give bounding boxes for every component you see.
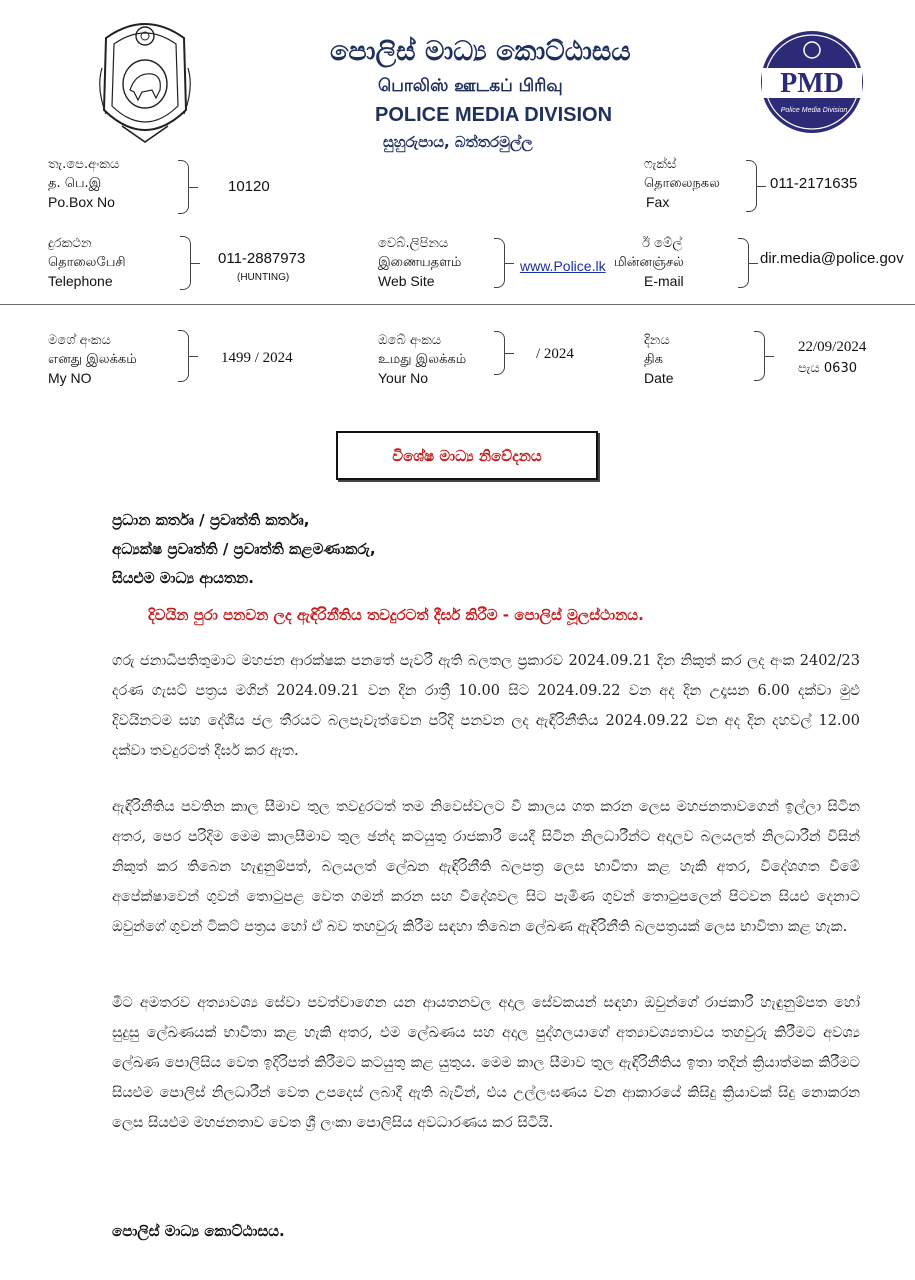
- header-divider: [0, 304, 915, 305]
- body-paragraph-1: ගරු ජනාධිපතිතුමාට මහජන ආරක්ෂක පනතේ පැවරී ඇති බලතල ප්‍රකාරව 2024.09.21 දින නිකුත් කර ලද අංක 2402/23 දරණ ගැසට් පත්‍රය මගින් 2024.09.21 වන දින රාත්‍රී 10.00 සිට 2024.09.22 වන අද දින උදෑසන 6.00 දක්වා මුළු දිවයිනටම සහ දේශීය ජල තීරයට බලපැවැත්වෙන පරිදි පනවන ලද ඇඳිරිනීතිය 2024.09.22 වන අද දින දහවල් 12.00 දක්වා තවදුරටත් දීර්ඝ කර ඇත.: [112, 653, 860, 759]
- telephone-brace: [180, 236, 191, 290]
- pmd-logo-text: PMD: [780, 68, 844, 99]
- email-label-en: E-mail: [644, 273, 684, 289]
- email-labels: [614, 234, 684, 291]
- notice-title: විශේෂ මාධ්‍ය නිවේදනය: [336, 431, 598, 480]
- email-value: dir.media@police.gov: [760, 250, 904, 267]
- header-title-sinhala: පොලිස් මාධ්‍ය කොට්ඨාසය: [330, 36, 631, 67]
- my-no-brace: [178, 330, 189, 382]
- header-title-tamil: பொலிஸ் ஊடகப் பிரிவு: [378, 76, 563, 96]
- pobox-labels: [48, 155, 119, 212]
- body-paragraph-3: මීට අමතරව අත්‍යාවශ්‍ය සේවා පවත්වාගෙන යන ආයතනවල අදාල සේවකයන් සඳහා ඔවුන්ගේ රාජකාරී හැඳුනුම්පත හෝ සුදුසු ලේඛණයක් භාවිතා කළ හැකි අතර, එම ලේඛණය සහ අදාල පුද්ගලයාගේ අත්‍යාවශ්‍යතාවය තහවුරු කිරීමට අවශ්‍ය ලේඛණ පොලිසිය වෙත ඉදිරිපත් කිරීමට කටයුතු කළ යුතුය. මෙම කාල සීමාව තුල ඇඳිරිනීතිය ඉතා තදින් ක්‍රියාත්මක කිරීමට සියළුම පොලිස් නිලධාරීන් වෙත උපදෙස් ලබාදී ඇති බැවින්, එය උල්ලංඝණය වන ආකාරයේ කිසිදු ක්‍රියාවක් සිදු නොකරන ලෙස සියළුම මහජනතාව වෙත ශ්‍රී ලංකා පොලිසිය අවධාරණය කර සිටියි.: [112, 995, 860, 1131]
- pobox-label-ta: த. பெ.இ: [48, 176, 102, 191]
- your-no-label-ta: உமது இலக்கம்: [378, 352, 467, 367]
- telephone-note: (HUNTING): [237, 272, 290, 283]
- fax-value: 011-2171635: [770, 175, 858, 192]
- pobox-label-en: Po.Box No: [48, 194, 115, 210]
- my-no-value: 1499 / 2024: [221, 350, 293, 366]
- pobox-value: 10120: [228, 178, 270, 195]
- fax-labels: [644, 155, 720, 212]
- my-no-labels: [48, 331, 137, 388]
- email-brace: [738, 238, 749, 288]
- email-label-ta: மின்னஞ்சல்: [614, 255, 684, 270]
- website-label-ta: இணையதளம்: [378, 255, 462, 270]
- fax-brace: [746, 160, 757, 212]
- your-no-value: / 2024: [536, 346, 574, 362]
- telephone-label-en: Telephone: [48, 273, 113, 289]
- your-no-label-en: Your No: [378, 370, 429, 386]
- date-labels: [644, 331, 674, 388]
- website-link[interactable]: www.Police.lk: [520, 258, 606, 274]
- your-no-label-si: ඔබේ අංකය: [378, 333, 442, 348]
- my-no-label-ta: எனது இலக்கம்: [48, 352, 137, 367]
- website-labels: [378, 234, 461, 291]
- telephone-labels: [48, 234, 126, 291]
- fax-label-si: ෆැක්ස්: [644, 157, 677, 172]
- body-paragraph-2: ඇඳිරිනීතිය පවතින කාල සීමාව තුල තවදුරටත් තම නිවෙස්වලට වී කාලය ගත කරන ලෙස මහජනතාවගෙන් ඉල්ලා සිටින අතර, පෙර පරිදිම මෙම කාලසීමාව තුල ඡන්ද කටයුතු රාජකාරී යෙදී සිටින නිලධාරීන්ට අදාලව බලයලත් නිලධාරීන් විසින් නිකුත් කර තිබෙන හැඳුනුම්පත්, බලයලත් ලේඛන ඇඳිරිනීති බලපත්‍ර ලෙස භාවිතා කළ හැකි අතර, විදේශගත වීමේ අපේක්ෂාවෙන් ගුවන් තොටුපළ වෙත ගමන් කරන සහ විදේශවල සිට පැමිණ ගුවන් තොටුපලෙන් පිටවන සියළු දෙනාට ඔවුන්ගේ ගුවන් ටිකට් පත්‍රය හෝ ඒ බව තහවුරු කිරීම සඳහා තිබෙන ලේඛණ ඇඳිරිනීති බලපත්‍රයක් ලෙස භාවිතා කළ හැක.: [112, 799, 860, 935]
- website-label-si: වෙබ්.ලිපිනය: [378, 236, 449, 251]
- addressee-block: [112, 506, 376, 593]
- pmd-logo-subtext: Police Media Division: [780, 107, 848, 114]
- addressee-line-2: අධ්‍යක්ෂ ප්‍රවෘත්ති / ප්‍රවෘත්ති කළමණාකරු,: [112, 540, 376, 558]
- header-title-english: POLICE MEDIA DIVISION: [375, 104, 613, 126]
- my-no-label-si: මගේ අංකය: [48, 333, 111, 348]
- email-label-si: ඊ මේල්: [642, 236, 683, 251]
- telephone-label-ta: தொலைபேசி: [48, 255, 126, 270]
- date-label-ta: திக: [644, 352, 663, 367]
- addressee-line-1: ප්‍රධාන කර්තෘ / ප්‍රවෘත්ති කර්තෘ,: [112, 511, 310, 529]
- your-no-labels: [378, 331, 466, 388]
- website-label-en: Web Site: [378, 273, 435, 289]
- time-value: පැය 0630: [798, 361, 857, 376]
- my-no-label-en: My NO: [48, 370, 92, 386]
- date-value: 22/09/2024: [798, 339, 867, 355]
- website-brace: [494, 238, 505, 288]
- signature: පොලිස් මාධ්‍ය කොට්ඨාසය.: [112, 1222, 285, 1240]
- pmd-logo: [758, 28, 866, 136]
- fax-label-en: Fax: [646, 194, 670, 210]
- date-brace: [754, 331, 765, 381]
- subject-line: දිවයින පුරා පනවන ලද ඇඳිරිනීතිය තවදුරටත් දීර්ඝ කිරීම - පොලිස් මූලස්ථානය.: [148, 606, 644, 624]
- addressee-line-3: සියළුම මාධ්‍ය ආයතන.: [112, 569, 254, 587]
- telephone-label-si: දුරකථන: [48, 236, 92, 251]
- header-address: සුහුරුපාය, බත්තරමුල්ල: [383, 133, 533, 151]
- telephone-value: 011-2887973: [218, 250, 306, 267]
- fax-label-ta: தொலைநகல: [644, 176, 720, 191]
- date-label-si: දිනය: [644, 333, 670, 348]
- date-label-en: Date: [644, 370, 674, 386]
- pobox-label-si: තැ.පෙ.අංකය: [48, 157, 120, 172]
- police-emblem-logo: [96, 18, 194, 148]
- your-no-brace: [494, 331, 505, 375]
- pobox-brace: [178, 160, 189, 214]
